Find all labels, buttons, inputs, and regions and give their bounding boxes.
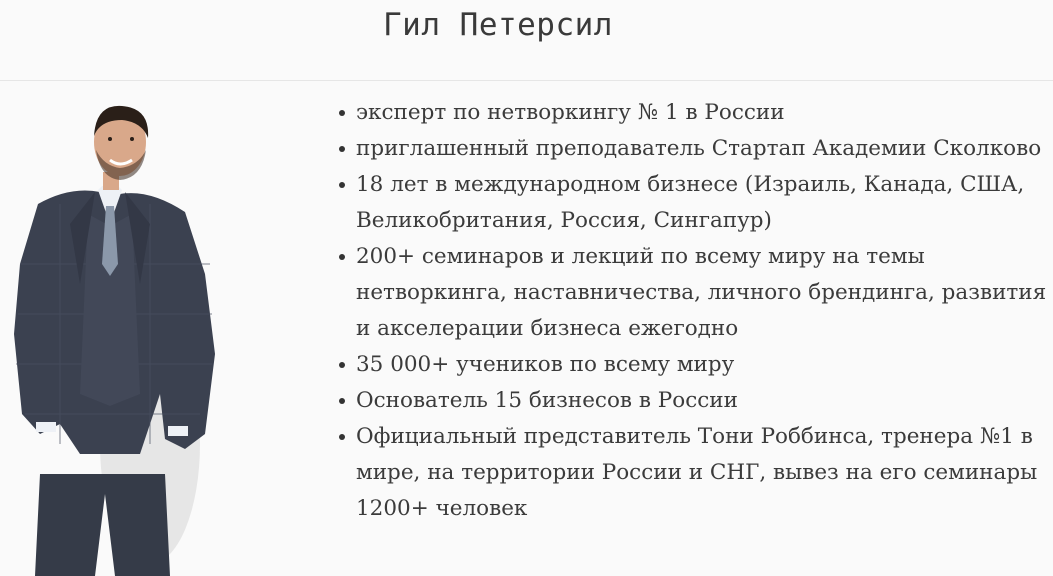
left-cuff <box>36 422 56 432</box>
bio-list <box>356 95 1051 527</box>
portrait-photo <box>0 94 230 576</box>
bio-item-international-business: 18 лет в международном бизнесе (Израиль, Канада, США, Великобритания, Россия, Сингапур) <box>356 167 1051 239</box>
left-eye <box>108 137 112 141</box>
page-header <box>0 0 1053 81</box>
bio-item-founder: Основатель 15 бизнесов в России <box>356 383 1051 419</box>
trousers <box>35 474 170 576</box>
right-cuff <box>168 426 188 436</box>
bio-item-networking-expert: эксперт по нетворкингу № 1 в России <box>356 95 1051 131</box>
right-eye <box>130 137 134 141</box>
page-title: Гил Петерсил <box>383 7 613 43</box>
bio-item-students: 35 000+ учеников по всему миру <box>356 347 1051 383</box>
bio-item-robbins-representative: Официальный представитель Тони Роббинса, тренера №1 в мире, на территории России и СНГ, вывез на его семинары 1200+ человек <box>356 419 1051 527</box>
bio-item-seminars: 200+ семинаров и лекций по всему миру на темы нетворкинга, наставничества, личного брендинга, развития и акселерации бизнеса ежегодно <box>356 239 1051 347</box>
bio-item-skolkovo-lecturer: приглашенный преподаватель Стартап Академии Сколково <box>356 131 1051 167</box>
